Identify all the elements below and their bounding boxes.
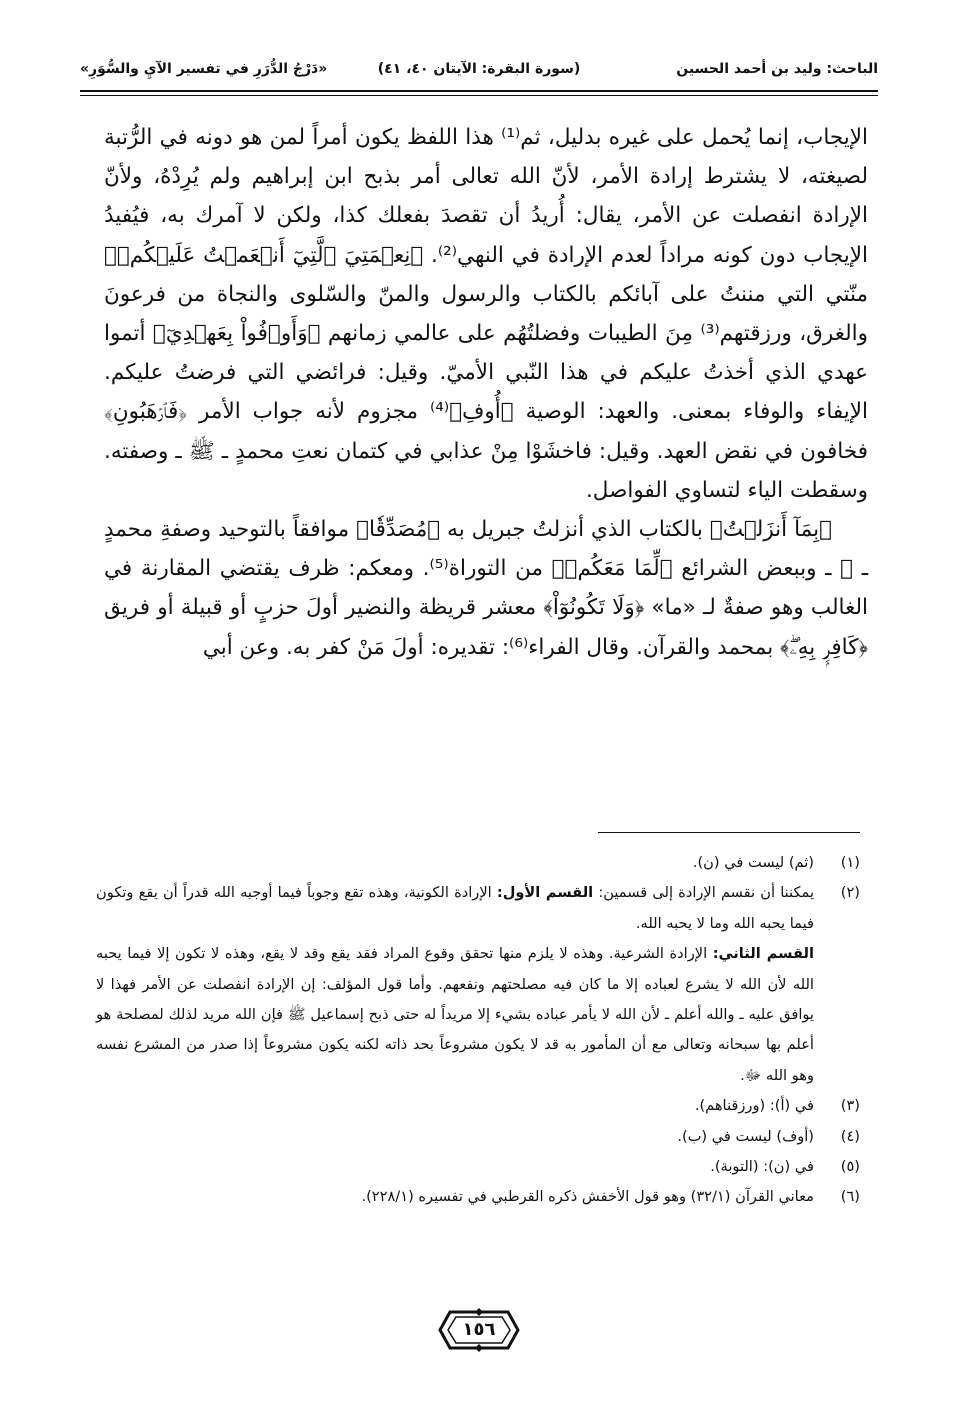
footnote-lead: يمكننا أن نقسم الإرادة إلى قسمين: xyxy=(593,884,815,902)
footnotes xyxy=(96,848,860,1213)
footnote-text xyxy=(96,878,814,1091)
footnote-text: معاني القرآن (٣٢/١) وهو قول الأخفش ذكره القرطبي في تفسيره (٢٢٨/١). xyxy=(361,1188,814,1206)
footnote-text: (ثم) ليست في (ن). xyxy=(692,854,814,871)
footnote-subparagraph xyxy=(96,939,814,1091)
header-rule-thick xyxy=(80,90,878,92)
footnote xyxy=(96,1152,860,1182)
footnote xyxy=(96,878,860,1091)
footnote-separator xyxy=(598,832,860,833)
header-book-title: «دَرْجُ الدُّرَرِ في تفسير الآيِ والسُّوَرِ» xyxy=(80,61,328,77)
footnote-text: في (ن): (التوبة). xyxy=(710,1158,814,1176)
footnote xyxy=(96,848,860,878)
header-rule-thin xyxy=(80,95,878,96)
header-surah-info: (سورة البقرة: الآيتان ٤٠، ٤١) xyxy=(377,61,581,77)
footnote xyxy=(96,1182,860,1212)
header-author: الباحث: وليد بن أحمد الحسين xyxy=(676,61,878,77)
footnote-text-part: الإرادة الكونية، وهذه تقع وجوباً فيما أوجبه الله قدراً أن يقع وتكون فيما يحبه الله وما لا يحبه الله. xyxy=(96,884,814,932)
footnote-text: (أوف) ليست في (ب). xyxy=(677,1127,814,1145)
footnote-bold-heading: القسم الثاني: xyxy=(712,945,814,963)
paragraph: ﴿بِمَآ أَنزَلۡتُ﴾ بالكتاب الذي أنزلتُ جبريل به ﴿مُصَدِّقٗا﴾ موافقاً بالتوحيد وصفةِ محمدٍ ـ ﷺ ـ وببعض الشرائع ﴿لِّمَا مَعَكُمۡ﴾ من التوراة⁽⁵⁾. ومعكم: ظرف يقتضي المقارنة في الغالب وهو صفةٌ لـ «ما» ﴿وَلَا تَكُونُوٓاْ﴾ معشر قريظة والنضير أولَ حزبٍ أو قبيلة أو فريق ﴿كَافِرِۭ بِهِۦۖ﴾ بمحمد والقرآن. وقال الفراء⁽⁶⁾: تقديره: أولَ مَنْ كفر به. وعن أبي xyxy=(104,517,868,660)
footnote-bold-heading: القسم الأول: xyxy=(496,884,594,902)
running-header xyxy=(80,52,878,86)
paragraph: الإيجاب، إنما يُحمل على غيره بدليل، ثم⁽¹⁾ هذا اللفظ يكون أمراً لمن هو دونه في الرُّتبة لصيغته، لا يشترط إرادة الأمر، لأنّ الله تعالى أمر بذبح ابن إبراهيم ولم يُرِدْهُ، ولأنّ الإرادة انفصلت عن الأمر، يقال: أُريدُ أن تقصدَ بفعلك كذا، ولكن لا آمرك به، فيُفيدُ الإيجاب دون كونه مراداً لعدم الإرادة في النهي⁽²⁾. ﴿نِعۡمَتِيَ ٱلَّتِيٓ أَنۡعَمۡتُ عَلَيۡكُمۡ﴾ منّتي التي مننتُ على آبائكم بالكتاب والرسول والمنّ والسّلوى والنجاة من فرعونَ والغرق، ورزقتهم⁽³⁾ مِنَ الطيبات وفضلتُهُم على عالمي زمانهم ﴿وَأَوۡفُواْ بِعَهۡدِيٓ﴾ أتموا عهدي الذي أخذتُ عليكم في هذا النّبي الأميّ. وقيل: فرائضي التي فرضتُ عليكم. الإيفاء والوفاء بمعنى. والعهد: الوصية ﴿أُوفِ﴾⁽⁴⁾ مجزوم لأنه جواب الأمر ﴿فَٱرۡهَبُونِ﴾ فخافون في نقض العهد. وقيل: فاخشَوْا مِنْ عذابي في كتمان نعتِ محمدٍ ـ ﷺ ـ وصفته. وسقطت الياء لتساوي الفواصل. xyxy=(104,125,869,503)
footnote xyxy=(96,1091,860,1121)
footnote-text: في (أ): (ورزقناهم). xyxy=(694,1097,814,1115)
footnote-number: (١) xyxy=(840,854,860,871)
footnote-number: (٥) xyxy=(840,1158,860,1176)
footnote-number: (٤) xyxy=(840,1127,860,1145)
page-number-frame xyxy=(436,1308,522,1352)
footnote-number: (٣) xyxy=(840,1097,860,1115)
page-number: ١٥٦ xyxy=(462,1319,496,1340)
footnote xyxy=(96,1122,860,1152)
footnote-number: (٢) xyxy=(840,884,860,902)
main-text xyxy=(104,118,868,667)
footnote-number: (٦) xyxy=(840,1188,860,1206)
footnote-text-part: الإرادة الشرعية. وهذه لا يلزم منها تحقق وقوع المراد فقد يقع وقد لا يقع، وهذه لا تكون إلا فيما يحبه الله لأن الله لا يشرع لعباده إلا ما كان فيه مصلحتهم ونفعهم. وأما قول المؤلف: إن الإرادة انفصلت عن الأمر فهذا لا يوافق عليه ـ والله أعلم ـ لأن الله لا يأمر عباده بشيء إلا مريداً له حتى ذبح إسماعيل ﷺ فإن الله مريد لذلك لمصلحة هو أعلم بها سبحانه وتعالى مع أن المأمور به قد لا يكون مشروعاً بحد ذاته لكنه يكون مشروعاً إذا صدر من المشرع نفسه وهو الله ﷻ. xyxy=(96,945,814,1084)
